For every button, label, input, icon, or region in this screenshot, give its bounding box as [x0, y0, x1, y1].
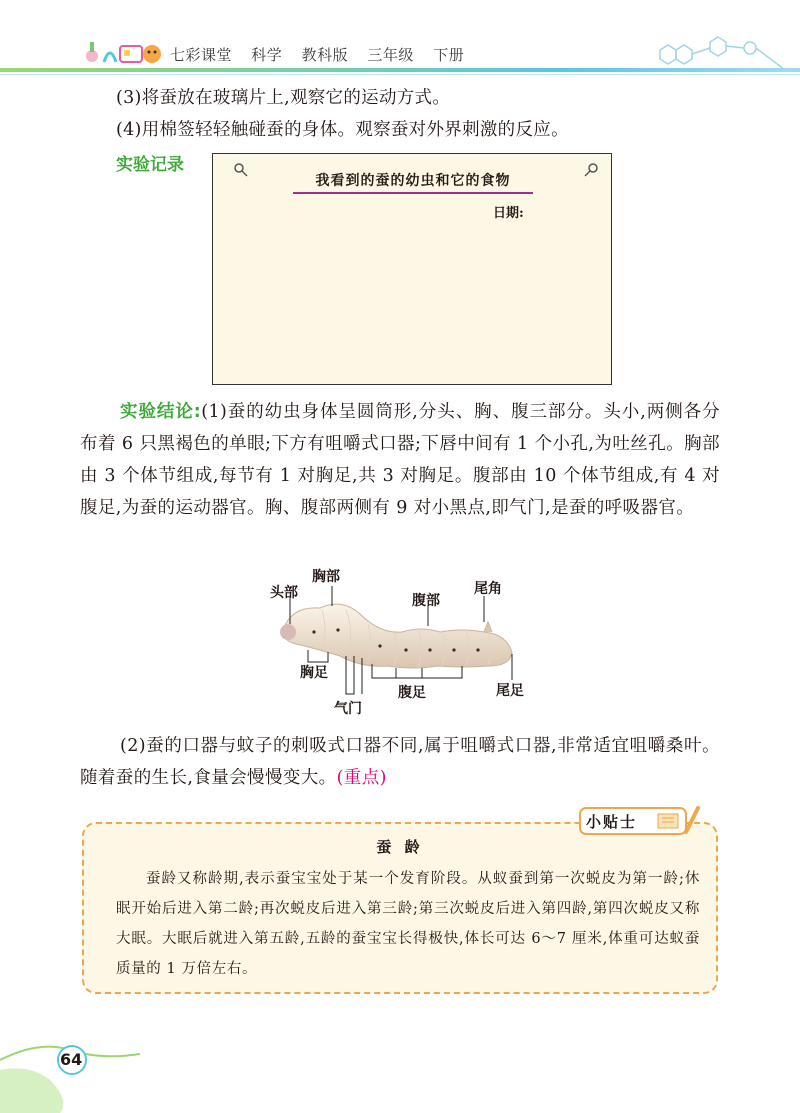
header-grade: 三年级: [367, 46, 414, 64]
record-label: 实验记录: [116, 155, 184, 175]
label-spiracles: 气门: [334, 701, 362, 717]
header-volume: 下册: [433, 46, 465, 64]
record-card-title: 我看到的蚕的幼虫和它的食物: [315, 173, 511, 189]
conclusion-part1-text: (1)蚕的幼虫身体呈圆筒形,分头、胸、腹三部分。头小,两侧各分布着 6 只黑褐色的单眼;下方有咀嚼式口器;下唇中间有 1 个小孔,为吐丝孔。胸部由 3 个体节组成,每节有 1 对胸足,共 3 对胸足。腹部由 10 个体节组成,有 4 对腹足,为蚕的运动器官。胸、腹部两侧有 9 对小黑点,即气门,是蚕的呼吸器官。: [80, 402, 721, 518]
tail-horn: [484, 622, 492, 632]
series-logo: [82, 36, 166, 68]
silkworm-body: [283, 604, 512, 668]
record-date-label: 日期:: [493, 206, 524, 221]
label-head: 头部: [270, 585, 298, 601]
step-3: (3)将蚕放在玻璃片上,观察它的运动方式。: [116, 88, 451, 108]
label-abdominal-legs: 腹足: [398, 685, 426, 701]
record-title-underline: [293, 192, 533, 194]
conclusion-part2-text: (2)蚕的口器与蚊子的刺吸式口器不同,属于咀嚼式口器,非常适宜咀嚼桑叶。随着蚕的生长,食量会慢慢变大。: [80, 736, 720, 788]
conclusion-label: 实验结论:: [120, 402, 202, 422]
spiracle-dot: [404, 648, 407, 651]
tip-title: 蚕 龄: [376, 838, 424, 856]
spiracle-dot: [378, 644, 381, 647]
header-rule-thin: [0, 74, 800, 75]
spiracle-dot: [476, 648, 479, 651]
tip-text: 蚕龄又称龄期,表示蚕宝宝处于某一个发育阶段。从蚁蚕到第一次蜕皮为第一龄;休眠开始后进入第二龄;再次蜕皮后进入第三龄;第三次蜕皮后进入第四龄,第四次蜕皮又称大眠。大眠后就进入第五龄,五龄的蚕宝宝长得极快,体长可达 6～7 厘米,体重可达蚁蚕质量的 1 万倍左右。: [116, 871, 700, 977]
label-abdomen: 腹部: [412, 593, 440, 609]
tip-tag-label: 小贴士: [586, 813, 638, 831]
record-card: [212, 153, 612, 385]
spiracle-dot: [336, 628, 339, 631]
header-series: 七彩课堂: [170, 46, 233, 64]
header-rule: [0, 68, 800, 72]
spiracle-dot: [312, 630, 315, 633]
step-4: (4)用棉签轻轻触碰蚕的身体。观察蚕对外界刺激的反应。: [116, 120, 569, 140]
conclusion-part1: [80, 396, 720, 524]
header-subject: 科学: [251, 46, 283, 64]
label-tail-legs: 尾足: [496, 683, 524, 699]
silkworm-head: [280, 624, 296, 640]
page-number: 64: [60, 1050, 83, 1069]
spiracle-dot: [452, 648, 455, 651]
header-edition: 教科版: [301, 46, 349, 64]
label-thorax: 胸部: [312, 569, 340, 585]
label-tail-horn: 尾角: [474, 581, 502, 597]
label-thoracic-legs: 胸足: [300, 665, 328, 681]
spiracle-dot: [428, 648, 431, 651]
emphasis-tag: (重点): [336, 768, 387, 788]
conclusion-part2: [80, 730, 720, 794]
page-header: [170, 44, 478, 65]
